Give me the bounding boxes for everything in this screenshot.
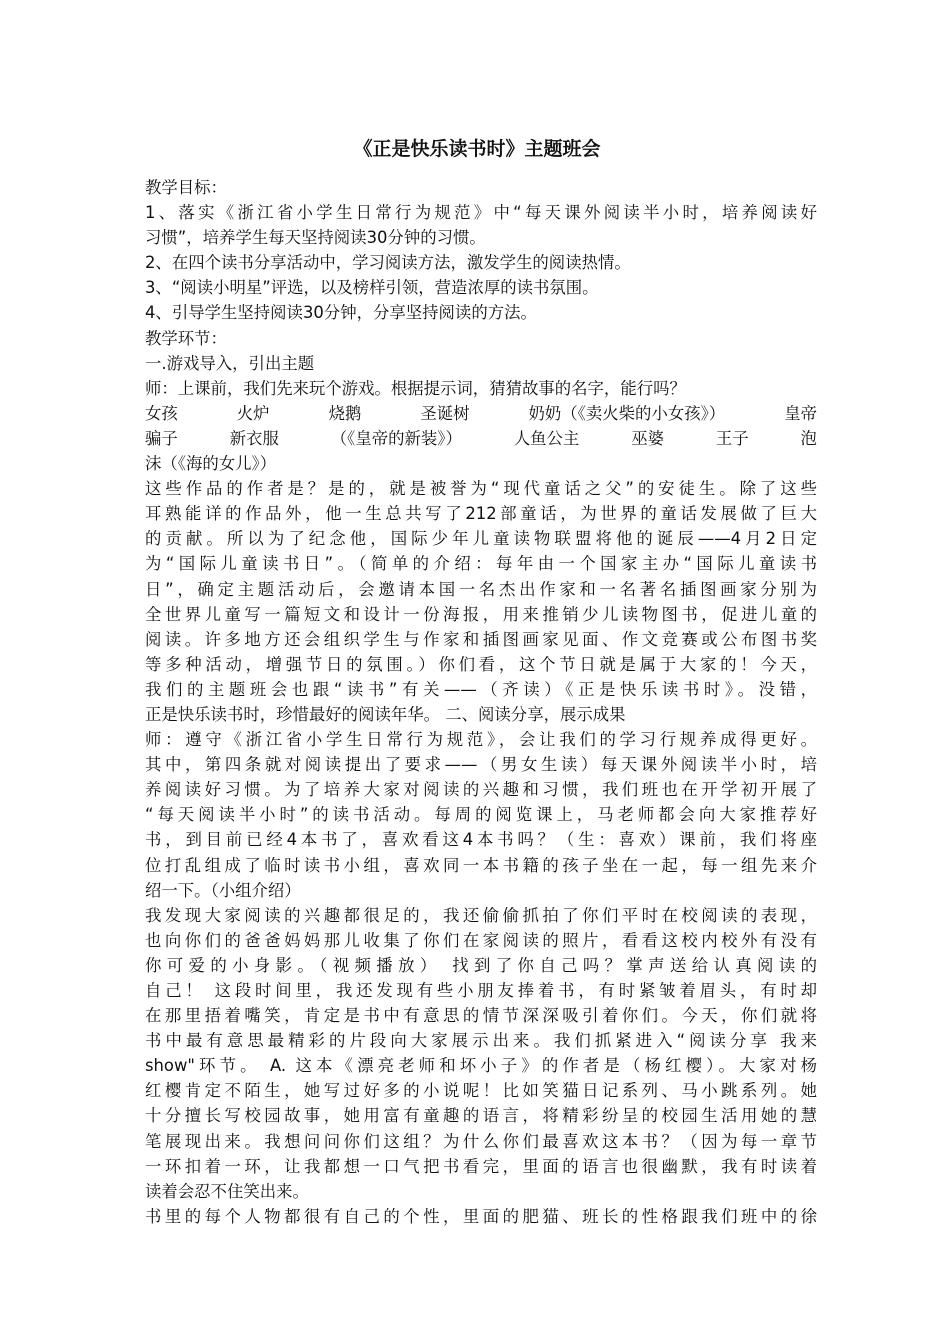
text-line: 红樱肯定不陌生，她写过好多的小说呢！比如笑猫日记系列、马小跳系列。她	[145, 1081, 817, 1101]
clue-word: 新衣服	[229, 428, 279, 448]
text-line: 教学目标：	[145, 178, 227, 197]
text-line: 这些作品的作者是？是的，就是被誉为“现代童话之父”的安徒生。除了这些	[145, 479, 817, 499]
text-line	[145, 426, 817, 451]
clue-word: 烧鹅	[328, 403, 362, 423]
text-line: 自己！ 这段时间里，我还发现有些小朋友捧着书，有时紧皱着眉头，有时却	[145, 981, 817, 1000]
clue-word: （《皇帝的新装》）	[330, 428, 462, 448]
text-line: 2、在四个读书分享活动中，学习阅读方法，激发学生的阅读热情。	[145, 253, 631, 273]
text-line: 正是快乐读书时，珍惜最好的阅读年华。 二、阅读分享，展示成果	[145, 704, 626, 724]
clue-word: 王子	[715, 428, 749, 448]
text-line: 在那里捂着嘴笑，肯定是书中有意思的情节深深吸引着你们。今天，你们就将	[145, 1006, 817, 1026]
text-line: 养阅读好习惯。为了培养大家对阅读的兴趣和习惯，我们班也在开学初开展了	[145, 780, 817, 800]
text-line: 读着会忍不住笑出来。	[145, 1181, 309, 1201]
text-line: 笔展现出来。我想问问你们这组？为什么你们最喜欢这本书？（因为每一章节	[145, 1131, 817, 1151]
text-line: 3、“阅读小明星”评选，以及榜样引领，营造浓厚的读书氛围。	[145, 278, 599, 298]
text-line: 1、落实《浙江省小学生日常行为规范》中“每天课外阅读半小时，培养阅读好	[145, 203, 817, 223]
clue-word: 火炉	[236, 403, 270, 423]
text-line: 一.游戏导入，引出主题	[145, 353, 315, 373]
text-line: 的贡献。所以为了纪念他，国际少年儿童读物联盟将他的诞辰——4月2日定	[145, 529, 817, 549]
text-line: 也向你们的爸爸妈妈那儿收集了你们在家阅读的照片，看看这校内校外有没有	[145, 930, 817, 950]
clue-word: 皇帝	[784, 403, 817, 423]
text-line: 等多种活动，增强节日的氛围。）你们看，这个节日就是属于大家的！今天，	[145, 654, 817, 674]
clue-word: 奶奶（《卖火柴的小女孩》）	[528, 403, 726, 423]
text-line: 位打乱组成了临时读书小组，喜欢同一本书籍的孩子坐在一起，每一组先来介	[145, 855, 817, 875]
text-line: 日”，确定主题活动后，会邀请本国一名杰出作家和一名著名插图画家分别为	[145, 579, 817, 599]
text-line: “每天阅读半小时”的读书活动。每周的阅览课上，马老师都会向大家推荐好	[145, 805, 817, 825]
text-line: 阅读。许多地方还会组织学生与作家和插图画家见面、作文竞赛或公布图书奖	[145, 629, 817, 649]
document-body	[145, 175, 817, 1229]
clue-word: 女孩	[145, 403, 178, 423]
text-line: 沫（《海的女儿》）	[145, 454, 277, 474]
clue-word: 骗子	[145, 428, 178, 448]
text-line: 耳熟能详的作品外，他一生总共写了212部童话，为世界的童话发展做了巨大	[145, 504, 817, 524]
clue-word: 泡	[800, 428, 817, 448]
text-line: 你可爱的小身影。（视频播放） 找到了你自己吗？掌声送给认真阅读的	[145, 955, 817, 975]
text-line: 我发现大家阅读的兴趣都很足的，我还偷偷抓拍了你们平时在校阅读的表现，	[145, 905, 817, 925]
text-line: 全世界儿童写一篇短文和设计一份海报，用来推销少儿读物图书，促进儿童的	[145, 604, 817, 624]
text-line: 师：遵守《浙江省小学生日常行为规范》，会让我们的学习行规养成得更好。	[145, 730, 817, 750]
text-line: 书中最有意思最精彩的片段向大家展示出来。我们抓紧进入“阅读分享 我来	[145, 1031, 817, 1051]
text-line: 书里的每个人物都很有自己的个性，里面的肥猫、班长的性格跟我们班中的徐	[145, 1206, 817, 1226]
text-line: 师：上课前，我们先来玩个游戏。根据提示词，猜猜故事的名字，能行吗？	[145, 378, 686, 398]
text-line: 4、引导学生坚持阅读30分钟，分享坚持阅读的方法。	[145, 303, 537, 323]
text-line: 教学环节：	[145, 328, 227, 348]
text-line: 一环扣着一环，让我都想一口气把书看完，里面的语言也很幽默，我有时读着	[145, 1156, 817, 1176]
text-line	[145, 401, 817, 426]
text-line: 习惯”，培养学生每天坚持阅读30分钟的习惯。	[145, 228, 486, 248]
text-line: 其中，第四条就对阅读提出了要求——（男女生读）每天课外阅读半小时，培	[145, 755, 817, 775]
text-line: 十分擅长写校园故事，她用富有童趣的语言，将精彩纷呈的校园生活用她的慧	[145, 1106, 817, 1126]
text-line: 为“国际儿童读书日”。（简单的介绍：每年由一个国家主办“国际儿童读书	[145, 554, 817, 574]
document-title: 《正是快乐读书时》主题班会	[353, 138, 601, 160]
text-line: show"环节。 A. 这本《漂亮老师和坏小子》的作者是（杨红樱）。大家对杨	[145, 1056, 817, 1076]
clue-word: 圣诞树	[420, 403, 470, 423]
text-line: 书，到目前已经4本书了，喜欢看这4本书吗？（生：喜欢）课前，我们将座	[145, 830, 817, 850]
clue-word: 巫婆	[631, 428, 664, 448]
text-line: 绍一下。（小组介绍）	[145, 880, 301, 900]
clue-word: 人鱼公主	[513, 428, 580, 448]
text-line: 我们的主题班会也跟“读书”有关——（齐读）《正是快乐读书时》。没错，	[145, 679, 817, 699]
